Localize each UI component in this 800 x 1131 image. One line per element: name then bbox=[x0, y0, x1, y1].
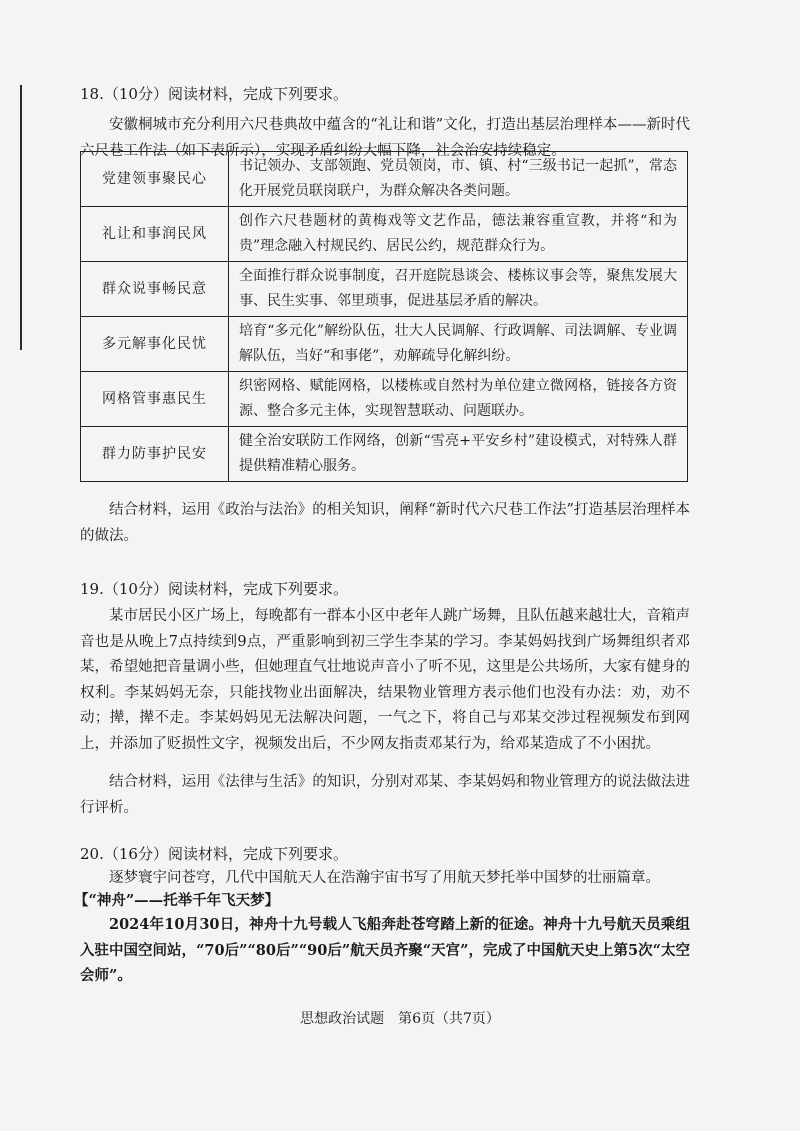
table-row bbox=[81, 262, 688, 317]
q20-score: （16分）阅读材料，完成下列要求。 bbox=[103, 845, 348, 863]
table-row bbox=[81, 317, 688, 372]
q19-score: （10分）阅读材料，完成下列要求。 bbox=[103, 580, 348, 598]
table-value: 织密网格、赋能网格，以楼栋或自然村为单位建立微网格，链接各方资源、整合多元主体，实现智慧联动、问题联办。 bbox=[229, 372, 688, 427]
q20-material: 2024年10月30日，神舟十九号载人飞船奔赴苍穹踏上新的征途。神舟十九号航天员乘组入驻中国空间站，“70后”“80后”“90后”航天员齐聚“天宫”，完成了中国航天史上第5次“太空会师”。 bbox=[80, 916, 690, 984]
table-value: 培育“多元化”解纷队伍，壮大人民调解、行政调解、司法调解、专业调解队伍，当好“和事佬”，劝解疏导化解纠纷。 bbox=[229, 317, 688, 372]
table-row bbox=[81, 427, 688, 482]
table-value: 全面推行群众说事制度，召开庭院恳谈会、楼栋议事会等，聚焦发展大事、民生实事、邻里琐事，促进基层矛盾的解决。 bbox=[229, 262, 688, 317]
table-key: 礼让和事润民风 bbox=[81, 207, 229, 262]
page-footer: 思想政治试题 第6页（共7页） bbox=[300, 1011, 500, 1027]
q19-number: 19. bbox=[80, 580, 104, 598]
q18-header bbox=[80, 83, 690, 105]
q19-task: 结合材料，运用《法律与生活》的知识，分别对邓某、李某妈妈和物业管理方的说法做法进行评析。 bbox=[80, 774, 690, 816]
q20-intro: 逐梦寰宇问苍穹，几代中国航天人在浩瀚宇宙书写了用航天梦托举中国梦的壮丽篇章。 bbox=[109, 870, 660, 886]
table-value: 健全治安联防工作网络，创新“雪亮+平安乡村”建设模式，对特殊人群提供精准精心服务。 bbox=[229, 427, 688, 482]
table-key: 党建领事聚民心 bbox=[81, 152, 229, 207]
q18-material-table bbox=[80, 151, 688, 482]
table-key: 多元解事化民忧 bbox=[81, 317, 229, 372]
binding-margin-line bbox=[20, 85, 22, 350]
table-row bbox=[81, 207, 688, 262]
table-value: 书记领办、支部领跑、党员领岗，市、镇、村“三级书记一起抓”，常态化开展党员联岗联户，为群众解决各类问题。 bbox=[229, 152, 688, 207]
q20-subtitle: 【“神舟”——托举千年飞天梦】 bbox=[74, 892, 280, 909]
q19-material: 某市居民小区广场上，每晚都有一群本小区中老年人跳广场舞，且队伍越来越壮大，音箱声音也是从晚上7点持续到9点，严重影响到初三学生李某的学习。李某妈妈找到广场舞组织者邓某，希望她把音量调小些，但她理直气壮地说声音小了听不见，这里是公共场所，大家有健身的权利。李某妈妈无奈，只能找物业出面解决，结果物业管理方表示他们也没有办法：劝，劝不动；撵，撵不走。李某妈妈见无法解决问题，一气之下，将自己与邓某交涉过程视频发布到网上，并添加了贬损性文字，视频发出后，不少网友指责邓某行为，给邓某造成了不小困扰。 bbox=[80, 608, 690, 752]
table-key: 群力防事护民安 bbox=[81, 427, 229, 482]
q18-score: （10分）阅读材料，完成下列要求。 bbox=[103, 85, 348, 103]
q19-header bbox=[80, 578, 690, 600]
q20-number: 20. bbox=[80, 845, 104, 863]
table-key: 群众说事畅民意 bbox=[81, 262, 229, 317]
q18-number: 18. bbox=[80, 85, 104, 103]
q18-task: 结合材料，运用《政治与法治》的相关知识，阐释“新时代六尺巷工作法”打造基层治理样本的做法。 bbox=[80, 502, 690, 544]
table-key: 网格管事惠民生 bbox=[81, 372, 229, 427]
table-row bbox=[81, 152, 688, 207]
q18-intro: 安徽桐城市充分利用六尺巷典故中蕴含的“礼让和谐”文化，打造出基层治理样本——新时代六尺巷工作法（如下表所示），实现矛盾纠纷大幅下降，社会治安持续稳定。 bbox=[80, 117, 690, 159]
table-value: 创作六尺巷题材的黄梅戏等文艺作品，德法兼容重宣教，并将“和为贵”理念融入村规民约、居民公约，规范群众行为。 bbox=[229, 207, 688, 262]
table-row bbox=[81, 372, 688, 427]
q20-header bbox=[80, 843, 690, 865]
